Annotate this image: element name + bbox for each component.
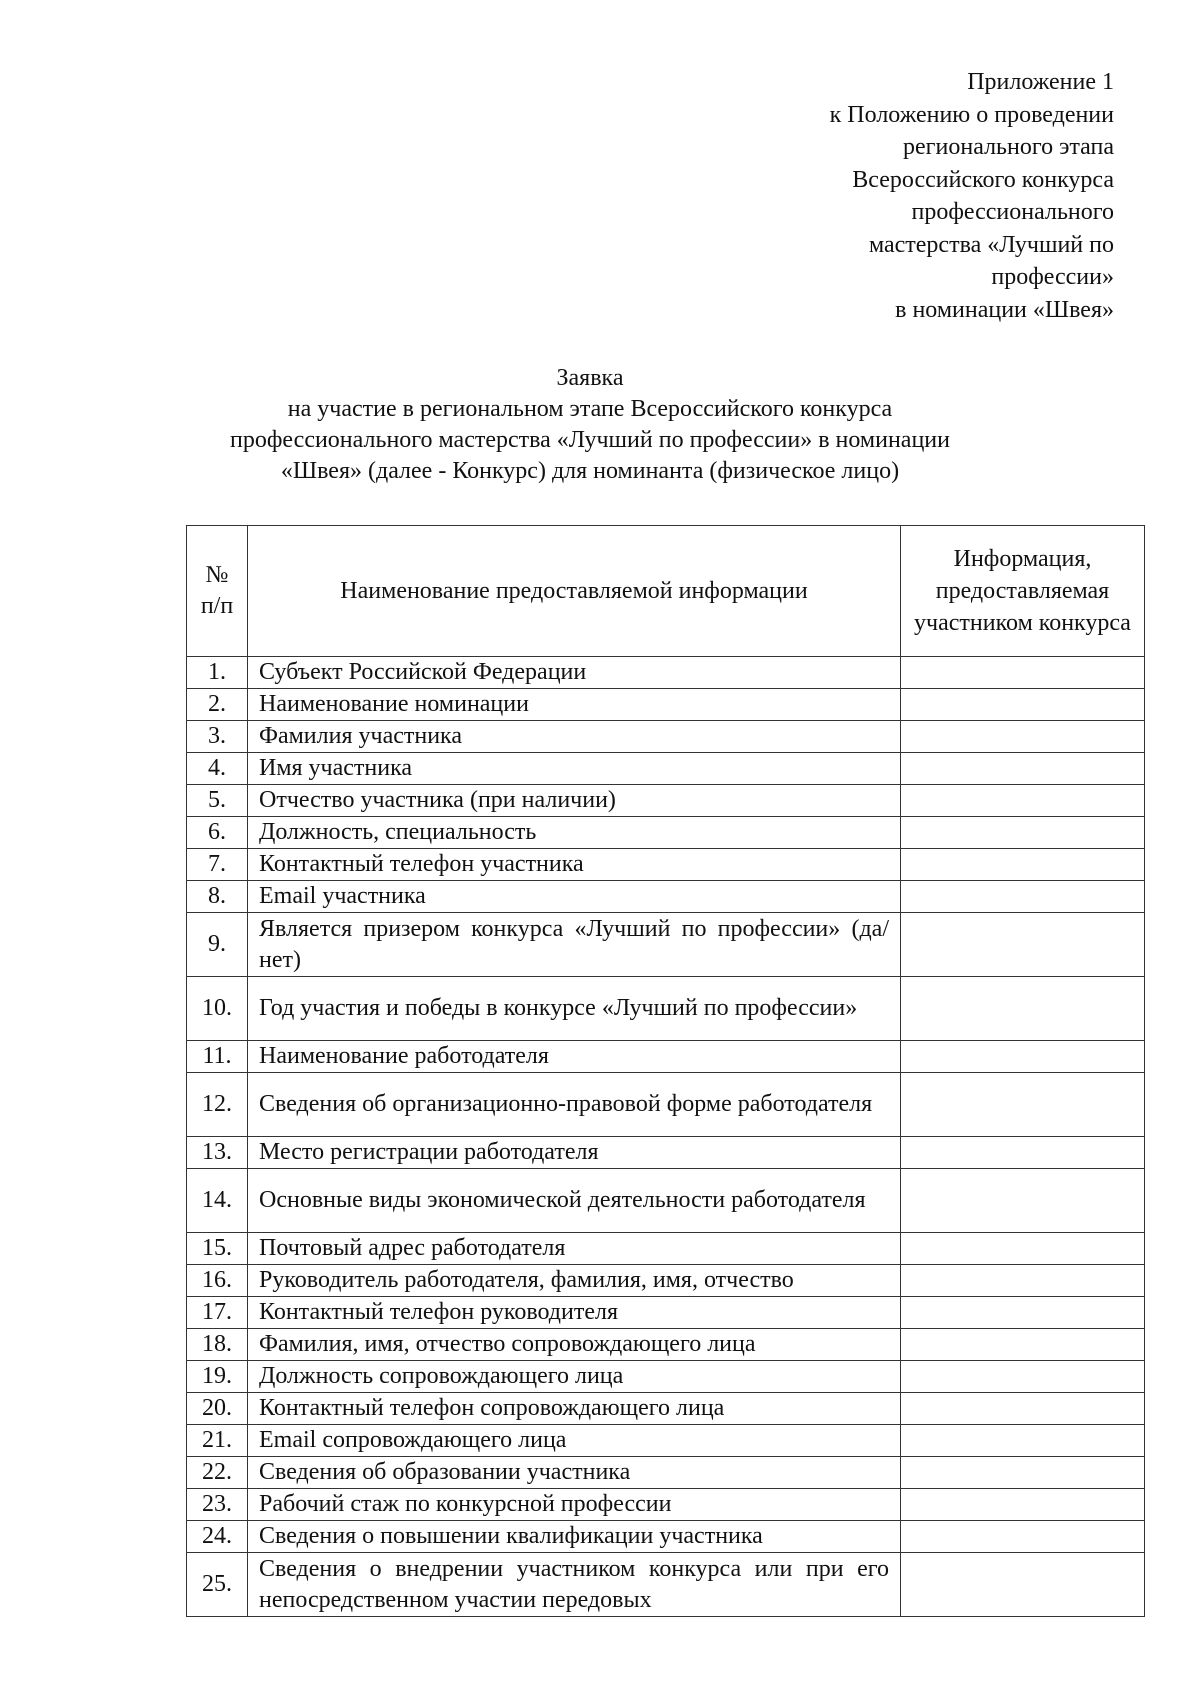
row-number: 17. bbox=[187, 1297, 248, 1329]
appendix-line: регионального этапа bbox=[903, 134, 1114, 160]
row-number: 8. bbox=[187, 881, 248, 913]
row-info-name: Место регистрации работодателя bbox=[248, 1137, 901, 1169]
table-row bbox=[187, 1361, 1145, 1393]
row-number: 2. bbox=[187, 689, 248, 721]
table-row bbox=[187, 1425, 1145, 1457]
row-info-name: Сведения о повышении квалификации участника bbox=[248, 1521, 901, 1553]
row-info-name: Почтовый адрес работодателя bbox=[248, 1233, 901, 1265]
row-number: 16. bbox=[187, 1265, 248, 1297]
table-row bbox=[187, 657, 1145, 689]
table-row bbox=[187, 689, 1145, 721]
row-info-value-cell[interactable] bbox=[901, 1361, 1145, 1393]
header-number-label: № п/п bbox=[200, 562, 234, 619]
header-info-name: Наименование предоставляемой информации bbox=[248, 526, 901, 657]
table-row bbox=[187, 753, 1145, 785]
row-number: 14. bbox=[187, 1169, 248, 1233]
row-info-name: Руководитель работодателя, фамилия, имя, отчество bbox=[248, 1265, 901, 1297]
row-info-value-cell[interactable] bbox=[901, 785, 1145, 817]
row-number: 23. bbox=[187, 1489, 248, 1521]
row-info-value-cell[interactable] bbox=[901, 1393, 1145, 1425]
row-info-value-cell[interactable] bbox=[901, 1425, 1145, 1457]
row-info-name: Год участия и победы в конкурсе «Лучший по профессии» bbox=[248, 977, 901, 1041]
table-row bbox=[187, 1297, 1145, 1329]
row-info-value-cell[interactable] bbox=[901, 977, 1145, 1041]
row-info-name: Основные виды экономической деятельности работодателя bbox=[248, 1169, 901, 1233]
row-info-value-cell[interactable] bbox=[901, 1169, 1145, 1233]
table-row bbox=[187, 817, 1145, 849]
table-row bbox=[187, 785, 1145, 817]
table-row bbox=[187, 1457, 1145, 1489]
table-row bbox=[187, 1233, 1145, 1265]
row-info-value-cell[interactable] bbox=[901, 1137, 1145, 1169]
table-row bbox=[187, 1265, 1145, 1297]
row-number: 22. bbox=[187, 1457, 248, 1489]
header-info-value: Информация, предоставляемая участником конкурса bbox=[901, 526, 1145, 657]
table-row bbox=[187, 913, 1145, 977]
row-number: 7. bbox=[187, 849, 248, 881]
row-info-value-cell[interactable] bbox=[901, 1041, 1145, 1073]
appendix-line: Приложение 1 bbox=[967, 69, 1114, 95]
row-info-value-cell[interactable] bbox=[901, 1489, 1145, 1521]
row-info-value-cell[interactable] bbox=[901, 1073, 1145, 1137]
row-info-value-cell[interactable] bbox=[901, 1329, 1145, 1361]
row-info-value-cell[interactable] bbox=[901, 721, 1145, 753]
row-info-name: Контактный телефон участника bbox=[248, 849, 901, 881]
row-number: 25. bbox=[187, 1553, 248, 1617]
row-number: 9. bbox=[187, 913, 248, 977]
row-info-value-cell[interactable] bbox=[901, 1233, 1145, 1265]
row-info-name: Контактный телефон сопровождающего лица bbox=[248, 1393, 901, 1425]
row-number: 3. bbox=[187, 721, 248, 753]
heading-line: профессионального мастерства «Лучший по профессии» в номинации bbox=[230, 427, 950, 453]
row-info-value-cell[interactable] bbox=[901, 1553, 1145, 1617]
table-row bbox=[187, 1073, 1145, 1137]
table-header-row bbox=[187, 526, 1145, 657]
row-info-value-cell[interactable] bbox=[901, 849, 1145, 881]
row-number: 10. bbox=[187, 977, 248, 1041]
row-info-value-cell[interactable] bbox=[901, 1521, 1145, 1553]
row-info-value-cell[interactable] bbox=[901, 913, 1145, 977]
row-info-value-cell[interactable] bbox=[901, 753, 1145, 785]
row-info-name: Сведения об организационно-правовой форме работодателя bbox=[248, 1073, 901, 1137]
row-info-value-cell[interactable] bbox=[901, 881, 1145, 913]
row-number: 12. bbox=[187, 1073, 248, 1137]
row-number: 13. bbox=[187, 1137, 248, 1169]
row-info-value-cell[interactable] bbox=[901, 657, 1145, 689]
row-number: 11. bbox=[187, 1041, 248, 1073]
appendix-line: в номинации «Швея» bbox=[895, 296, 1114, 323]
row-info-name: Фамилия, имя, отчество сопровождающего лица bbox=[248, 1329, 901, 1361]
appendix-line: мастерства «Лучший по bbox=[868, 231, 1114, 258]
table-row bbox=[187, 1393, 1145, 1425]
row-info-name: Имя участника bbox=[248, 753, 901, 785]
table-row bbox=[187, 849, 1145, 881]
row-info-name: Должность сопровождающего лица bbox=[248, 1361, 901, 1393]
heading-title: Заявка bbox=[556, 365, 624, 391]
table-row bbox=[187, 1041, 1145, 1073]
table-body bbox=[187, 657, 1145, 1617]
row-info-name: Сведения об образовании участника bbox=[248, 1457, 901, 1489]
application-table bbox=[186, 525, 1145, 1617]
heading-line: на участие в региональном этапе Всероссийского конкурса bbox=[287, 396, 893, 422]
appendix-line: профессионального bbox=[911, 199, 1114, 225]
row-info-value-cell[interactable] bbox=[901, 689, 1145, 721]
row-number: 18. bbox=[187, 1329, 248, 1361]
row-number: 21. bbox=[187, 1425, 248, 1457]
row-info-name: Сведения о внедрении участником конкурса или при его непосредственном участии передовых bbox=[248, 1553, 901, 1617]
row-info-value-cell[interactable] bbox=[901, 1265, 1145, 1297]
appendix-line: Всероссийского конкурса bbox=[852, 166, 1114, 193]
table-row bbox=[187, 1169, 1145, 1233]
row-info-name: Отчество участника (при наличии) bbox=[248, 785, 901, 817]
application-heading bbox=[130, 363, 1050, 487]
row-number: 1. bbox=[187, 657, 248, 689]
table-row bbox=[187, 1489, 1145, 1521]
appendix-line: к Положению о проведении bbox=[829, 101, 1114, 128]
table-row bbox=[187, 1553, 1145, 1617]
row-info-name: Субъект Российской Федерации bbox=[248, 657, 901, 689]
row-info-name: Email сопровождающего лица bbox=[248, 1425, 901, 1457]
table-row bbox=[187, 881, 1145, 913]
row-number: 15. bbox=[187, 1233, 248, 1265]
table-row bbox=[187, 1137, 1145, 1169]
heading-line: «Швея» (далее - Конкурс) для номинанта (физическое лицо) bbox=[280, 458, 900, 484]
table-row bbox=[187, 977, 1145, 1041]
row-info-name: Контактный телефон руководителя bbox=[248, 1297, 901, 1329]
row-number: 19. bbox=[187, 1361, 248, 1393]
row-info-name: Является призером конкурса «Лучший по профессии» (да/нет) bbox=[248, 913, 901, 977]
row-info-name: Фамилия участника bbox=[248, 721, 901, 753]
appendix-line: профессии» bbox=[991, 264, 1114, 290]
table-row bbox=[187, 1521, 1145, 1553]
row-info-name: Рабочий стаж по конкурсной профессии bbox=[248, 1489, 901, 1521]
row-info-value-cell[interactable] bbox=[901, 1297, 1145, 1329]
row-number: 20. bbox=[187, 1393, 248, 1425]
row-info-name: Наименование номинации bbox=[248, 689, 901, 721]
row-number: 4. bbox=[187, 753, 248, 785]
table-row bbox=[187, 721, 1145, 753]
table-row bbox=[187, 1329, 1145, 1361]
appendix-block bbox=[830, 66, 1114, 326]
row-info-value-cell[interactable] bbox=[901, 1457, 1145, 1489]
row-info-value-cell[interactable] bbox=[901, 817, 1145, 849]
row-number: 5. bbox=[187, 785, 248, 817]
row-info-name: Email участника bbox=[248, 881, 901, 913]
row-number: 6. bbox=[187, 817, 248, 849]
row-info-name: Наименование работодателя bbox=[248, 1041, 901, 1073]
header-number bbox=[187, 526, 248, 657]
row-info-name: Должность, специальность bbox=[248, 817, 901, 849]
row-number: 24. bbox=[187, 1521, 248, 1553]
